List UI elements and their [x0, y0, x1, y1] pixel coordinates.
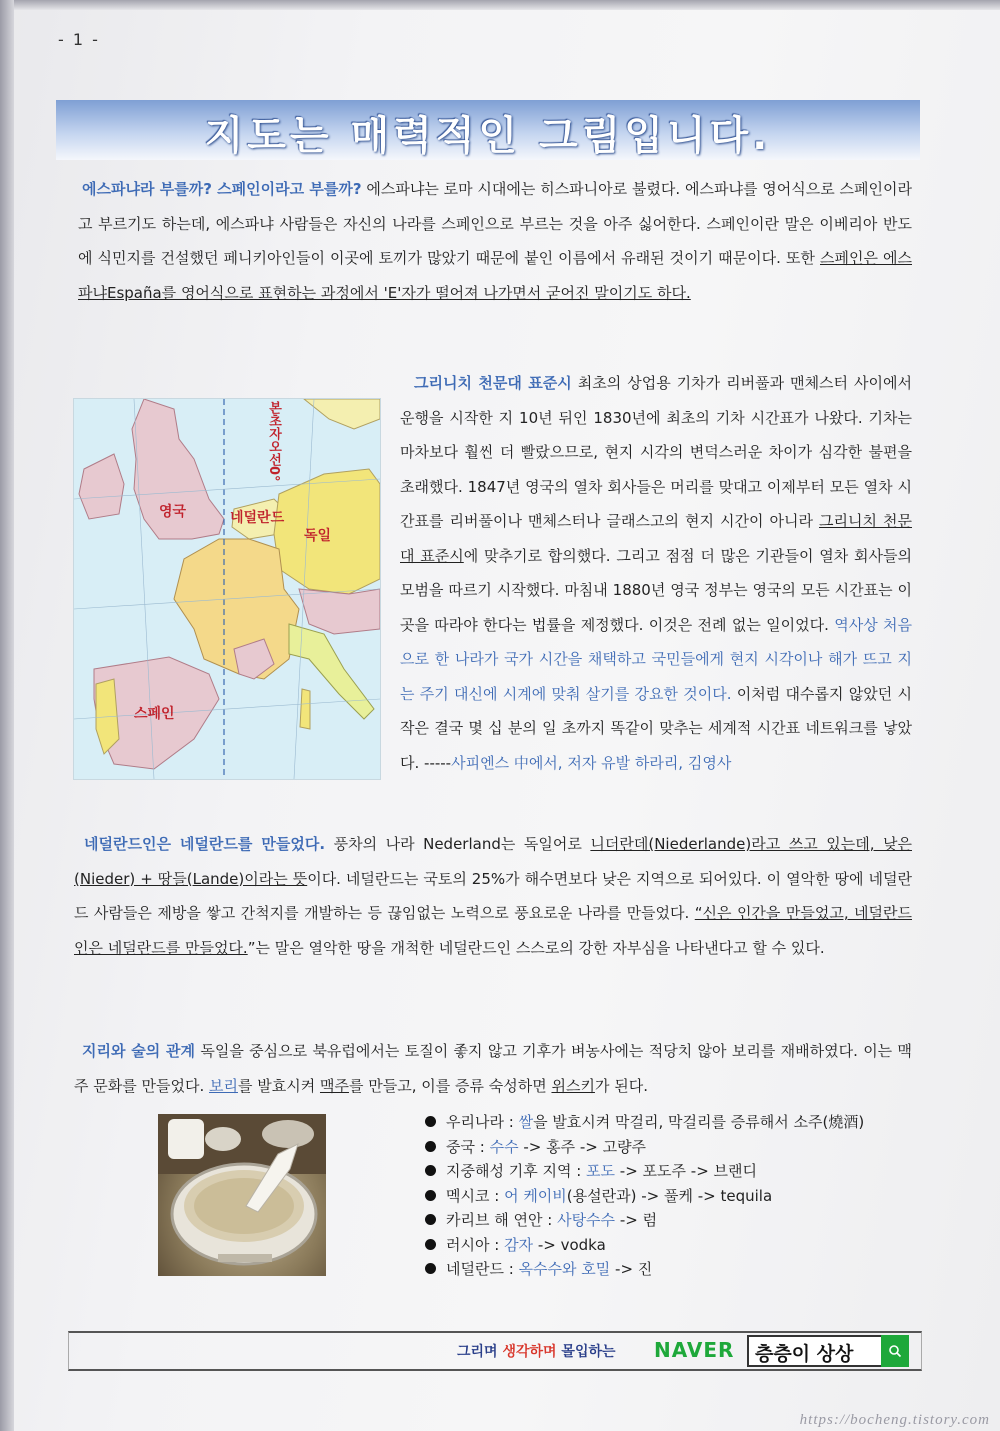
liquor-text-2: 를 발효시켜	[237, 1076, 320, 1095]
greenwich-text-3: 이처럼 대수롭지 않았던 시작은 결국 몇 십 분의 일 초까지 똑같이 맞추는 세계적 시간표 네트워크를 낳았다. -----	[400, 684, 912, 772]
page-number: - 1 -	[58, 30, 100, 49]
liquor-text-4: 가 된다.	[594, 1076, 648, 1095]
page-title: 지도는 매력적인 그림입니다.	[204, 113, 772, 159]
bullet-icon	[425, 1214, 436, 1225]
netherlands-underlined-1: 니더란데(Niederlande)라고 쓰고 있는데, 낮은(Nieder) + 땅들(Lande)이라는 뜻	[74, 835, 912, 888]
list-item: 네덜란드 : 옥수수와 호밀 -> 진	[425, 1257, 864, 1282]
naver-logo: NAVER	[654, 1338, 735, 1362]
list-item: 러시아 : 감자 -> vodka	[425, 1233, 864, 1258]
netherlands-text-2: 이다. 네덜란드는 국토의 25%가 해수면보다 낮은 지역으로 되어있다. 이 열악한 땅에 네덜란드 사람들은 제방을 쌓고 간척지를 개발하는 등 끊임없는 노력으로 풍요로운 나라를 만들었다.	[74, 869, 913, 922]
meridian-label: 본초자오선0°	[266, 401, 281, 482]
liquor-barley: 보리	[209, 1076, 238, 1095]
greenwich-text-1: 최초의 상업용 기차가 리버풀과 맨체스터 사이에서 운행을 시작한 지 10년 뒤인 1830년에 최초의 기차 시간표가 나왔다. 기차는 마차보다 훨씬 더 빨랐으므로, 현지 시각의 변덕스러운 차이가 심각한 불편을 초래했다. 1847년 영국의 열차 회사들은 머리를 맞대고 이제부터 모든 열차 시간표를 리버풀이나 맨체스터나 글래스고의 현지 시간이 아니라	[400, 374, 912, 530]
liquor-list	[425, 1110, 864, 1282]
search-icon	[888, 1344, 902, 1358]
page-shadow-top	[0, 0, 1000, 10]
spain-heading: 에스파냐라 부를까? 스페인이라고 부를까?	[82, 180, 362, 198]
greenwich-text-2: 에 맞추기로 합의했다. 그리고 점점 더 많은 기관들이 열차 회사들의 모범을 따르기 시작했다. 마침내 1880년 영국 정부는 영국의 모든 시간표는 이곳을 따라야 한다는 법률을 제정했다. 이것은 전례 없는 일이었다.	[400, 546, 912, 634]
netherlands-heading: 네덜란드인은 네덜란드를 만들었다.	[84, 835, 326, 853]
title-banner	[56, 100, 920, 160]
list-item: 우리나라 : 쌀을 발효시켜 막걸리, 막걸리를 증류해서 소주(燒酒)	[425, 1110, 864, 1135]
section-netherlands	[74, 827, 912, 965]
europe-map	[73, 398, 381, 780]
watermark-url: https://bocheng.tistory.com	[799, 1412, 990, 1428]
greenwich-underlined: 그리니치 천문대 표준시	[400, 512, 912, 565]
spain-text: 에스파냐는 로마 시대에는 히스파니아로 불렸다. 에스파냐를 영어식으로 스페인이라고 부르기도 하는데, 에스파냐 사람들은 자신의 나라를 스페인으로 부르는 것을 아주 싫어한다. 스페인이란 말은 이베리아 반도에 식민지를 건설했던 페니키아인들이 이곳에 토끼가 많았기 때문에 붙인 이름에서 유래된 것이기 때문이다. 또한	[78, 180, 912, 267]
liquor-text-1: 독일을 중심으로 북유럽에서는 토질이 좋지 않고 기후가 벼농사에는 적당치 않아 보리를 재배하였다. 이는 맥주 문화를 만들었다.	[74, 1042, 912, 1095]
map-label-germany: 독일	[304, 528, 332, 544]
search-button[interactable]	[881, 1335, 909, 1367]
map-graphic	[74, 399, 380, 779]
map-label-uk: 영국	[159, 504, 187, 520]
blog-name: 층층이 상상	[755, 1343, 854, 1365]
map-label-netherlands: 네덜란드	[230, 510, 285, 526]
greenwich-heading: 그리니치 천문대 표준시	[414, 374, 572, 392]
netherlands-text-1: 풍차의 나라 Nederland는 독일어로	[325, 835, 591, 853]
section-spain	[78, 172, 912, 310]
bullet-icon	[425, 1141, 436, 1152]
bullet-icon	[425, 1190, 436, 1201]
greenwich-highlight: 역사상 처음으로 한 나라가 국가 시간을 채택하고 국민들에게 현지 시각이나 해가 뜨고 지는 주기 대신에 시계에 맞춰 살기를 강요한 것이다.	[400, 615, 912, 703]
list-item: 지중해성 기후 지역 : 포도 -> 포도주 -> 브랜디	[425, 1159, 864, 1184]
page-shadow-left	[0, 0, 14, 1431]
netherlands-text-3: ”는 말은 열악한 땅을 개척한 네덜란드인 스스로의 강한 자부심을 나타낸다고 할 수 있다.	[247, 938, 825, 957]
liquor-heading: 지리와 술의 관계	[82, 1042, 196, 1060]
bullet-icon	[425, 1165, 436, 1176]
makgeolli-photo	[158, 1114, 326, 1276]
footer-banner	[68, 1331, 922, 1371]
netherlands-underlined-2: “신은 인간을 만들었고, 네덜란드인은 네덜란드를 만들었다.	[74, 904, 912, 957]
liquor-text-3: 를 만들고, 이를 증류 숙성하면	[348, 1076, 552, 1095]
section-liquor	[74, 1034, 912, 1103]
greenwich-source: 사피엔스 中에서, 저자 유발 하라리, 김영사	[451, 753, 732, 772]
list-item: 멕시코 : 어 케이비(용설란과) -> 풀케 -> tequila	[425, 1184, 864, 1209]
blog-search-box[interactable]	[747, 1335, 891, 1367]
section-greenwich	[400, 366, 912, 780]
list-item: 카리브 해 연안 : 사탕수수 -> 럼	[425, 1208, 864, 1233]
spain-underlined: 스페인은 에스파냐España를 영어식으로 표현하는 과정에서 'E'자가 떨어져 나가면서 굳어진 말이기도 하다.	[78, 249, 912, 302]
footer-slogan: 그리며 생각하며 몰입하는	[457, 1344, 616, 1360]
liquor-beer: 맥주	[319, 1076, 349, 1095]
bullet-icon	[425, 1239, 436, 1250]
bullet-icon	[425, 1116, 436, 1127]
makgeolli-bowl-graphic	[158, 1114, 326, 1276]
liquor-whisky: 위스키	[551, 1076, 595, 1095]
list-item: 중국 : 수수 -> 홍주 -> 고량주	[425, 1135, 864, 1160]
bullet-icon	[425, 1263, 436, 1274]
map-label-spain: 스페인	[134, 706, 175, 722]
